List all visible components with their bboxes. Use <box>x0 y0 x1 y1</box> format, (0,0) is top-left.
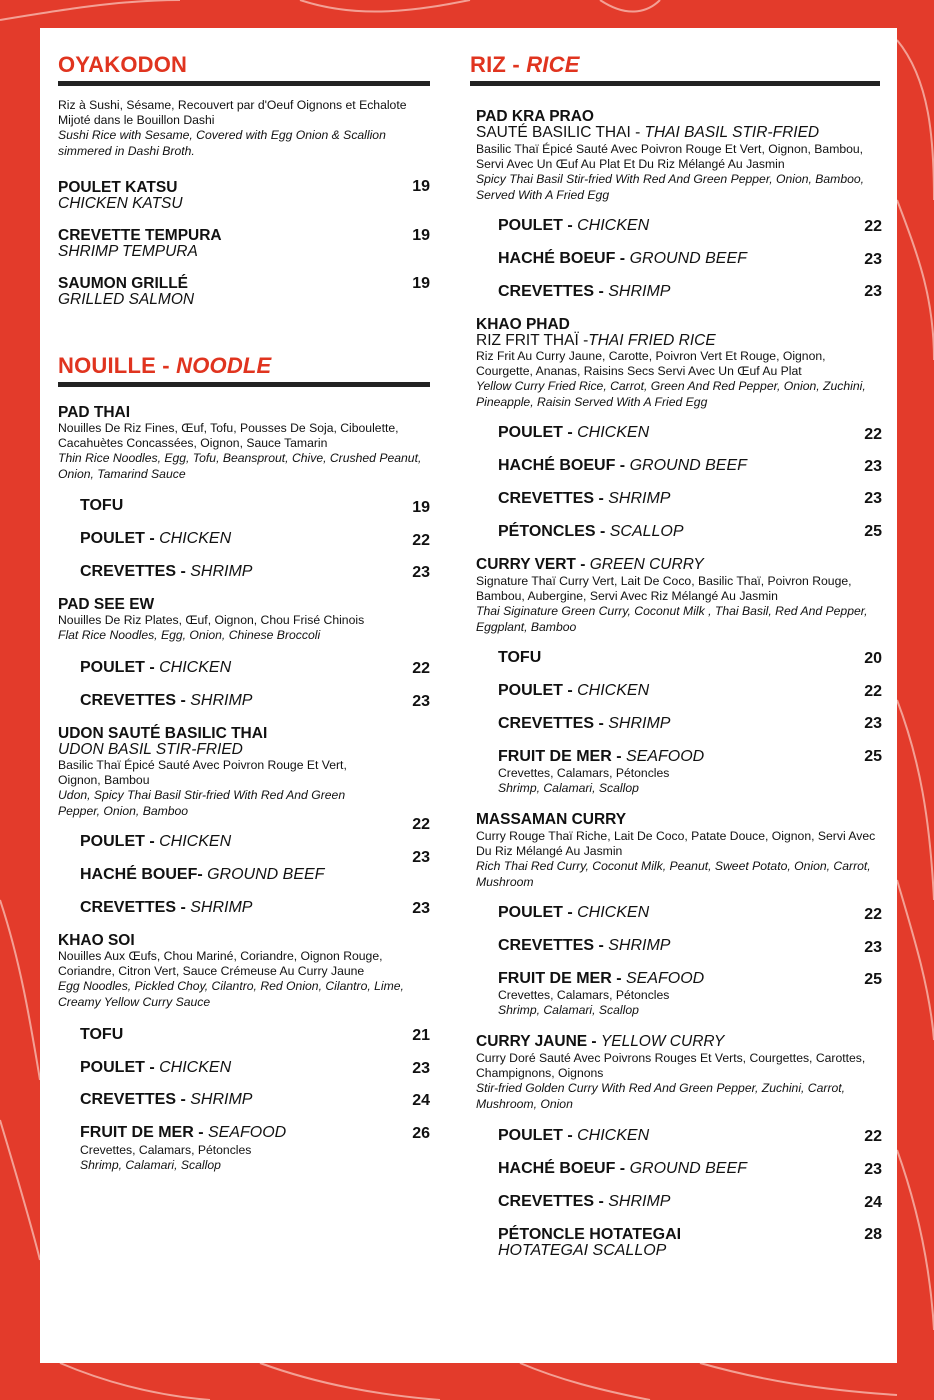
option-price: 25 <box>864 748 882 765</box>
dish-name: CURRY JAUNE - YELLOW CURRY <box>476 1033 725 1050</box>
option-name: CREVETTES - SHRIMP <box>80 1091 253 1108</box>
option-price: 23 <box>864 715 882 732</box>
item-price: 19 <box>412 227 430 244</box>
dish-description: Signature Thaï Curry Vert, Lait De Coco, Basilic Thaï, Poivron Rouge, Bambou, Aubergine, Servi Avec Riz Mélangé Au Jasmin Thai Siginature Green Curry, Coconut Milk , Thai Basil, Red And Pepper, Eggplant, Bamboo <box>476 574 868 634</box>
option-name: FRUIT DE MER - SEAFOOD <box>498 970 705 987</box>
option-price: 23 <box>864 283 882 300</box>
option-price: 24 <box>412 1092 430 1109</box>
dish-description: Basilic Thaï Épicé Sauté Avec Poivron Rouge Et Vert, Oignon, Bambou Udon, Spicy Thai Basil Stir-fried With Red And Green Pepper, Onion, Bamboo <box>58 758 347 818</box>
option-name: CREVETTES - SHRIMP <box>498 283 671 300</box>
option-name: HACHÉ BOUEF- GROUND BEEF <box>80 866 325 883</box>
option-name: POULET - CHICKEN <box>80 530 232 547</box>
option-price: 25 <box>864 971 882 988</box>
option-price: 23 <box>412 849 430 866</box>
option-name: POULET - CHICKEN <box>498 424 650 441</box>
option-name: HACHÉ BOEUF - GROUND BEEF <box>498 250 747 267</box>
option-name: POULET - CHICKEN <box>80 1059 232 1076</box>
description-fr: Riz à Sushi, Sésame, Recouvert par d'Oeuf Oignons et Echalote Mijoté dans le Bouillon Dashi <box>58 98 407 128</box>
option-note: Crevettes, Calamars, Pétoncles Shrimp, Calamari, Scallop <box>498 988 670 1018</box>
section-rule <box>58 382 430 387</box>
dish-name: CURRY VERT - GREEN CURRY <box>476 556 704 573</box>
dish-name: KHAO SOI <box>58 932 135 949</box>
option-price: 23 <box>864 458 882 475</box>
dish-name-en: UDON BASIL STIR-FRIED <box>58 740 243 758</box>
option-price: 22 <box>864 1128 882 1145</box>
section-title-rice: RIZ - RICE <box>470 52 580 77</box>
option-name: CREVETTES - SHRIMP <box>498 937 671 954</box>
option-price: 23 <box>864 1161 882 1178</box>
option-price: 22 <box>412 816 430 833</box>
dish-header: KHAO PHAD RIZ FRIT THAÏ -THAI FRIED RICE <box>476 317 886 348</box>
dish-name: PAD KRA PRAO <box>476 108 594 125</box>
option-name: HACHÉ BOEUF - GROUND BEEF <box>498 1160 747 1177</box>
option-price: 23 <box>412 1060 430 1077</box>
option-name: CREVETTES - SHRIMP <box>498 1193 671 1210</box>
option-name: HACHÉ BOEUF - GROUND BEEF <box>498 457 747 474</box>
option-name: POULET - CHICKEN <box>80 833 232 850</box>
option-name: POULET - CHICKEN <box>498 682 650 699</box>
dish-description: Nouilles De Riz Plates, Œuf, Oignon, Chou Frisé Chinois Flat Rice Noodles, Egg, Onion, Chinese Broccoli <box>58 613 365 643</box>
option-price: 23 <box>412 564 430 581</box>
option-price: 22 <box>864 426 882 443</box>
option-name: POULET - CHICKEN <box>498 904 650 921</box>
oyakodon-description <box>58 98 430 159</box>
item-name-fr: POULET KATSU <box>58 179 178 196</box>
option-price: 21 <box>412 1027 430 1044</box>
item-name-en: GRILLED SALMON <box>58 290 195 308</box>
menu-page <box>40 28 897 1363</box>
item-price: 19 <box>412 178 430 195</box>
dish-header <box>58 726 430 757</box>
option-name: TOFU <box>80 1026 124 1043</box>
option-name: TOFU <box>498 649 542 666</box>
option-name: CREVETTES - SHRIMP <box>80 563 253 580</box>
option-name: POULET - CHICKEN <box>80 659 232 676</box>
dish-description: Basilic Thaï Épicé Sauté Avec Poivron Rouge Et Vert, Oignon, Bambou, Servi Avec Un Œuf Au Plat Et Du Riz Mélangé Au Jasmin Spicy Thai Basil Stir-fried With Red And Green Pepper, Onion, Bamboo, Served With A Fried Egg <box>476 142 865 202</box>
item-name-fr: CREVETTE TEMPURA <box>58 227 222 244</box>
menu-item <box>58 276 430 307</box>
dish-description: Riz Frit Au Curry Jaune, Carotte, Poivron Vert Et Rouge, Oignon, Courgette, Ananas, Raisins Secs Servi Avec Un Œuf Au Plat Yellow Curry Fried Rice, Carrot, Green And Red Pepper, Onion, Zuchini, Pineapple, Raisin Served With A Fried Egg <box>476 349 866 409</box>
option-price: 23 <box>864 490 882 507</box>
option-name: PÉTONCLE HOTATEGAI HOTATEGAI SCALLOP <box>498 1226 682 1259</box>
option-price: 25 <box>864 523 882 540</box>
option-price: 22 <box>864 683 882 700</box>
section-rule <box>58 81 430 86</box>
option-price: 22 <box>864 218 882 235</box>
dish-name: PAD THAI <box>58 404 131 421</box>
section-rule <box>470 81 880 86</box>
item-price: 19 <box>412 275 430 292</box>
option-price: 26 <box>412 1125 430 1142</box>
dish-description: Curry Doré Sauté Avec Poivrons Rouges Et Verts, Courgettes, Carottes, Champignons, Oignons Stir-fried Golden Curry With Red And Green Pepper, Zuchini, Carrot, Mushroom, Onion <box>476 1051 866 1111</box>
option-name: POULET - CHICKEN <box>498 217 650 234</box>
item-name-en: SHRIMP TEMPURA <box>58 242 198 260</box>
option-name: TOFU <box>80 497 124 514</box>
option-price: 28 <box>864 1226 882 1243</box>
option-price: 23 <box>412 900 430 917</box>
dish-description: Curry Rouge Thaï Riche, Lait De Coco, Patate Douce, Oignon, Servi Avec Du Riz Mélangé Au Jasmin Rich Thai Red Curry, Coconut Milk, Peanut, Sweet Potato, Onion, Carrot, Mushroom <box>476 829 876 889</box>
option-note: Crevettes, Calamars, Pétoncles Shrimp, Calamari, Scallop <box>80 1143 252 1173</box>
option-price: 20 <box>864 650 882 667</box>
option-name: CREVETTES - SHRIMP <box>498 490 671 507</box>
dish-name: KHAO PHAD <box>476 316 570 333</box>
option-price: 24 <box>864 1194 882 1211</box>
option-name: FRUIT DE MER - SEAFOOD <box>80 1124 287 1141</box>
dish-description: Nouilles De Riz Fines, Œuf, Tofu, Pousses De Soja, Ciboulette, Cacahuètes Concassées, Oignon, Sauce Tamarin Thin Rice Noodles, Egg, Tofu, Beansprout, Chive, Crushed Peanut, Onion, Tamarind Sauce <box>58 421 422 481</box>
section-title-noodle: NOUILLE - NOODLE <box>58 353 272 378</box>
item-name-en: CHICKEN KATSU <box>58 194 183 212</box>
option-name: PÉTONCLES - SCALLOP <box>498 523 684 540</box>
dish-header: PAD KRA PRAO SAUTÉ BASILIC THAI - THAI BASIL STIR-FRIED <box>476 109 886 140</box>
dish-name: PAD SEE EW <box>58 596 155 613</box>
option-name: CREVETTES - SHRIMP <box>80 692 253 709</box>
option-name: CREVETTES - SHRIMP <box>498 715 671 732</box>
option-price: 22 <box>412 532 430 549</box>
option-name: FRUIT DE MER - SEAFOOD <box>498 748 705 765</box>
option-price: 23 <box>412 693 430 710</box>
dish-name: MASSAMAN CURRY <box>476 811 627 828</box>
option-note: Crevettes, Calamars, Pétoncles Shrimp, Calamari, Scallop <box>498 766 670 796</box>
option-price: 19 <box>412 499 430 516</box>
option-price: 22 <box>412 660 430 677</box>
option-price: 22 <box>864 906 882 923</box>
option-name: POULET - CHICKEN <box>498 1127 650 1144</box>
option-price: 23 <box>864 939 882 956</box>
dish-name: UDON SAUTÉ BASILIC THAI <box>58 725 268 742</box>
description-en: Sushi Rice with Sesame, Covered with Egg Onion & Scallion simmered in Dashi Broth. <box>58 128 386 158</box>
item-name-fr: SAUMON GRILLÉ <box>58 275 189 292</box>
section-title-oyakodon: OYAKODON <box>58 52 188 77</box>
menu-item <box>58 228 430 259</box>
option-name: CREVETTES - SHRIMP <box>80 899 253 916</box>
menu-item <box>58 180 430 211</box>
dish-description: Nouilles Aux Œufs, Chou Mariné, Coriandre, Oignon Rouge, Coriandre, Citron Vert, Sauce Crémeuse Au Curry Jaune Egg Noodles, Pickled Choy, Cilantro, Red Onion, Cilantro, Lime, Creamy Yellow Curry Sauce <box>58 949 404 1009</box>
option-price: 23 <box>864 251 882 268</box>
